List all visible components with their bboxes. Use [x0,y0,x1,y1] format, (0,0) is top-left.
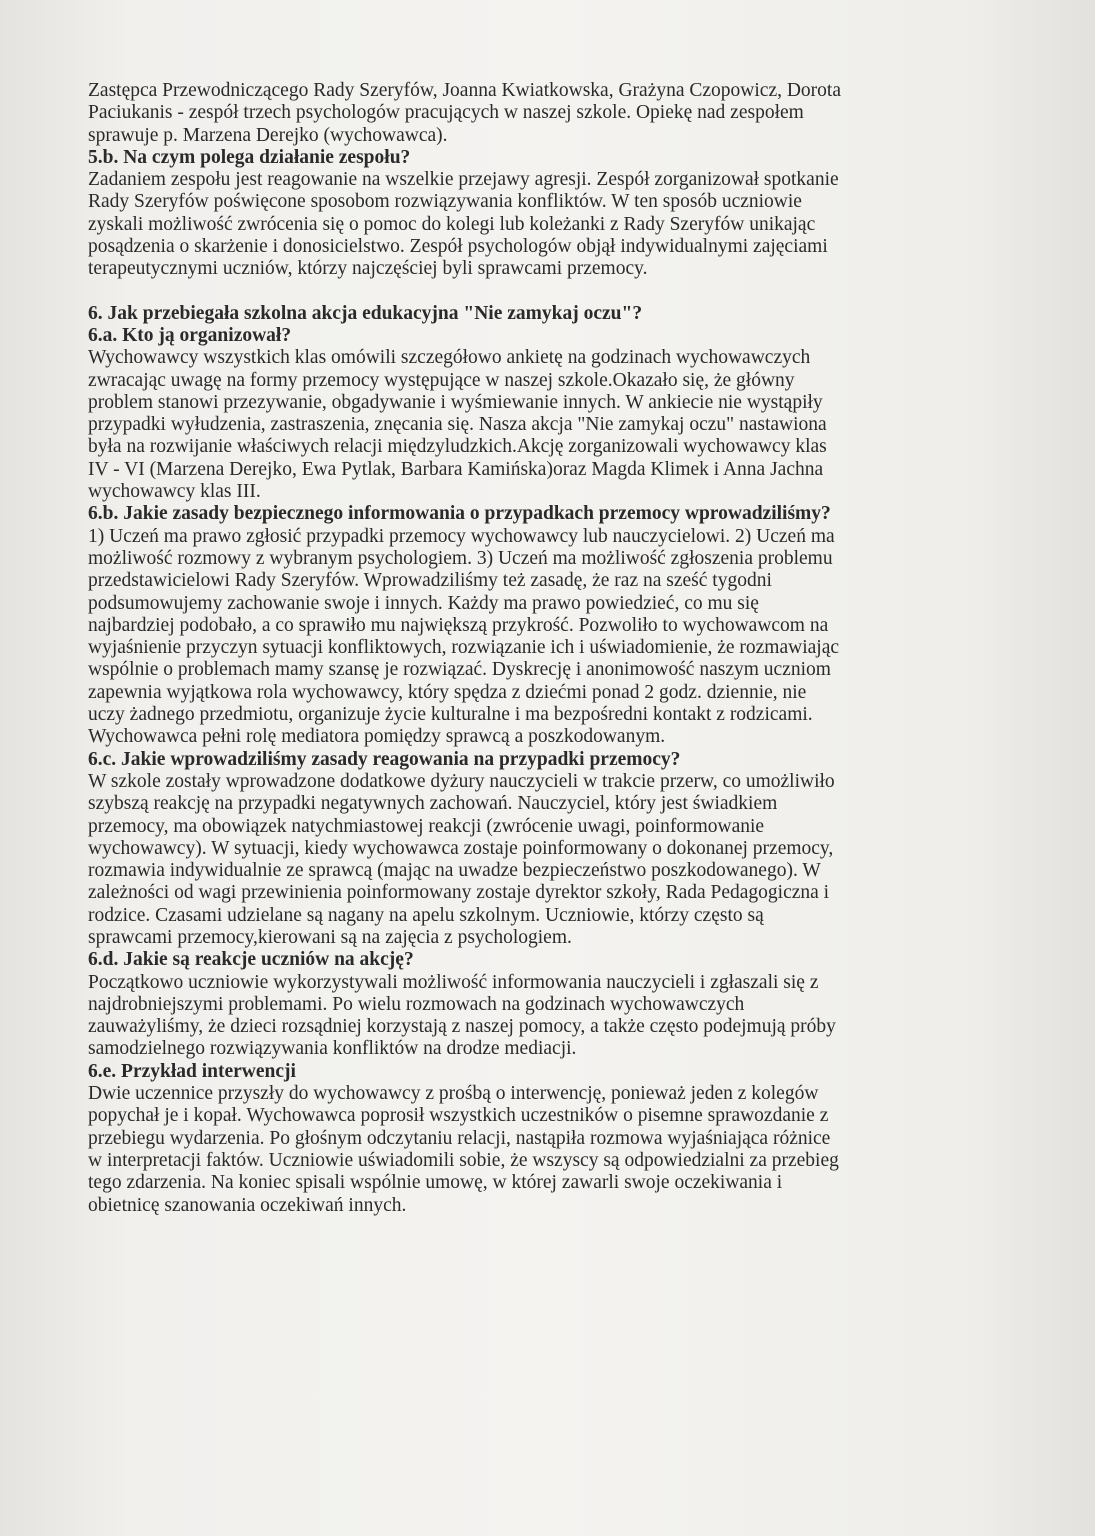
text-line: samodzielnego rozwiązywania konfliktów na drodze mediacji. [88,1038,577,1060]
document-text [88,80,988,1217]
section-heading: 6.c. Jakie wprowadziliśmy zasady reagowania na przypadki przemocy? [88,748,681,770]
section-heading: 5.b. Na czym polega działanie zespołu? [88,146,411,168]
text-line: sprawuje p. Marzena Derejko (wychowawca). [88,124,448,146]
text-line: posądzenia o skarżenie i donosicielstwo. Zespół psychologów objął indywidualnymi zajęciami [88,236,828,258]
text-line: Wychowawcy wszystkich klas omówili szczegółowo ankietę na godzinach wychowawczych [88,347,811,369]
text-line: Rady Szeryfów poświęcone sposobom rozwiązywania konfliktów. W ten sposób uczniowie [88,191,802,213]
text-line: obietnicę szanowania oczekiwań innych. [88,1194,407,1216]
section-heading: 6.d. Jakie są reakcje uczniów na akcję? [88,949,414,971]
text-line: rozmawia indywidualnie ze sprawcą (mając na uwadze bezpieczeństwo poszkodowanego). W [88,860,821,882]
text-line: Dwie uczennice przyszły do wychowawcy z prośbą o interwencję, ponieważ jeden z kolegów [88,1083,819,1105]
text-line: podsumowujemy zachowanie swoje i innych. Każdy ma prawo powiedzieć, co mu się [88,592,759,614]
text-line: W szkole zostały wprowadzone dodatkowe dyżury nauczycieli w trakcie przerw, co umożliwiło [88,770,835,792]
text-line: rodzice. Czasami udzielane są nagany na apelu szkolnym. Uczniowie, którzy często są [88,904,764,926]
text-line: 1) Uczeń ma prawo zgłosić przypadki przemocy wychowawcy lub nauczycielowi. 2) Uczeń ma [88,525,835,547]
text-line: szybszą reakcję na przypadki negatywnych zachowań. Nauczyciel, który jest świadkiem [88,793,778,815]
text-line: uczy żadnego przedmiotu, organizuje życie kulturalne i ma bezpośredni kontakt z rodzicami. [88,704,813,726]
text-line: Paciukanis - zespół trzech psychologów pracujących w naszej szkole. Opiekę nad zespołem [88,102,804,124]
text-line: była na rozwijanie właściwych relacji międzyludzkich.Akcję zorganizowali wychowawcy klas [88,436,827,458]
section-heading: 6. Jak przebiegała szkolna akcja edukacyjna "Nie zamykaj oczu"? [88,302,643,324]
text-line: zależności od wagi przewinienia poinformowany zostaje dyrektor szkoły, Rada Pedagogiczna i [88,882,830,904]
text-line: w interpretacji faktów. Uczniowie uświadomili sobie, że wszyscy są odpowiedzialni za przebieg [88,1149,839,1171]
text-line: wychowawcy). W sytuacji, kiedy wychowawca zostaje poinformowany o dokonanej przemocy, [88,837,834,859]
text-line: zapewnia wyjątkowa rola wychowawcy, który spędza z dziećmi ponad 2 godz. dziennie, nie [88,681,807,703]
text-line: najdrobniejszymi problemami. Po wielu rozmowach na godzinach wychowawczych [88,993,745,1015]
text-line: zyskali możliwość zwrócenia się o pomoc do kolegi lub koleżanki z Rady Szeryfów unikając [88,213,816,235]
paragraph-gap [88,281,988,303]
section-heading: 6.a. Kto ją organizował? [88,324,292,346]
text-line: Wychowawca pełni rolę mediatora pomiędzy sprawcą a poszkodowanym. [88,726,666,748]
section-heading: 6.b. Jakie zasady bezpiecznego informowania o przypadkach przemocy wprowadziliśmy? [88,503,831,525]
text-line: zauważyliśmy, że dzieci rozsądniej korzystają z naszej pomocy, a także często podejmują próby [88,1016,836,1038]
text-line: terapeutycznymi uczniów, którzy najczęściej byli sprawcami przemocy. [88,258,648,280]
text-line: IV - VI (Marzena Derejko, Ewa Pytlak, Barbara Kamińska)oraz Magda Klimek i Anna Jachna [88,458,824,480]
text-line: wychowawcy klas III. [88,481,261,503]
text-line: możliwość rozmowy z wybranym psychologiem. 3) Uczeń ma możliwość zgłoszenia problemu [88,547,833,569]
section-heading: 6.e. Przykład interwencji [88,1060,296,1082]
text-line: problem stanowi przezywanie, obgadywanie i wyśmiewanie innych. W ankiecie nie wystąpiły [88,391,823,413]
text-line: zwracając uwagę na formy przemocy występujące w naszej szkole.Okazało się, że główny [88,369,795,391]
text-line: sprawcami przemocy,kierowani są na zajęcia z psychologiem. [88,926,572,948]
text-line: Zastępca Przewodniczącego Rady Szeryfów, Joanna Kwiatkowska, Grażyna Czopowicz, Dorota [88,80,841,101]
text-line: tego zdarzenia. Na koniec spisali wspólnie umowę, w której zawarli swoje oczekiwania i [88,1172,783,1194]
text-line: Zadaniem zespołu jest reagowanie na wszelkie przejawy agresji. Zespół zorganizował spotkanie [88,169,839,191]
text-line: najbardziej podobało, a co sprawiło mu największą przykrość. Pozwoliło to wychowawcom na [88,614,829,636]
text-line: przemocy, ma obowiązek natychmiastowej reakcji (zwrócenie uwagi, poinformowanie [88,815,765,837]
text-line: przedstawicielowi Rady Szeryfów. Wprowadziliśmy też zasadę, że raz na sześć tygodni [88,570,772,592]
text-line: przypadki wyłudzenia, zastraszenia, znęcania się. Nasza akcja "Nie zamykaj oczu" nastawiona [88,414,827,436]
text-line: wspólnie o problemach mamy szansę je rozwiązać. Dyskrecję i anonimowość naszym uczniom [88,659,831,681]
text-line: popychał je i kopał. Wychowawca poprosił wszystkich uczestników o pisemne sprawozdanie z [88,1105,829,1127]
text-line: Początkowo uczniowie wykorzystywali możliwość informowania nauczycieli i zgłaszali się z [88,971,819,993]
text-line: przebiegu wydarzenia. Po głośnym odczytaniu relacji, nastąpiła rozmowa wyjaśniająca różnice [88,1127,831,1149]
text-line: wyjaśnienie przyczyn sytuacji konfliktowych, rozwiązanie ich i uświadomienie, że rozmawiając [88,637,840,659]
